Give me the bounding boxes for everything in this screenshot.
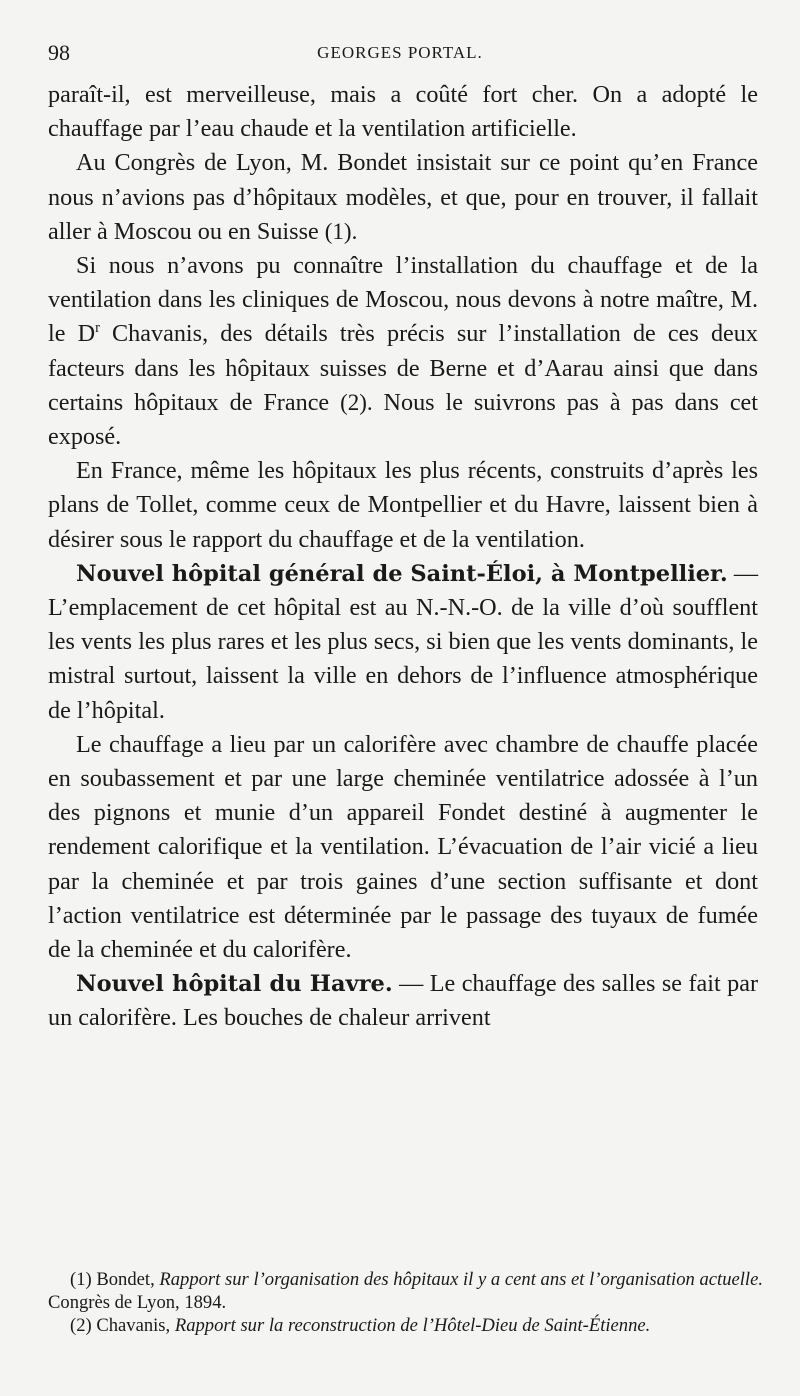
section-title-havre: Nouvel hôpital du Havre.	[76, 971, 393, 998]
page-number: 98	[48, 40, 70, 65]
footnote-1-author: Bondet,	[91, 1269, 160, 1290]
running-head: GEORGES PORTAL.	[317, 43, 483, 62]
footnote-1	[48, 1268, 763, 1314]
footnotes	[48, 1268, 763, 1337]
paragraph-7-text: — Le chauffage des salles se fait par un calorifère. Les bouches de chaleur arrivent	[48, 970, 758, 1032]
body-text	[48, 78, 758, 1036]
paragraph-1: paraît-il, est merveilleuse, mais a coûté fort cher. On a adopté le chauffage par l’eau chaude et la ventilation artificielle.	[48, 81, 758, 143]
footnote-2-number: (2)	[70, 1315, 92, 1336]
paragraph-3-text-a: Si nous n’avons pu connaître l’installation du chauffage et de la ventilation dans les cliniques de Moscou, nous devons à notre maître, M. le D	[48, 252, 758, 348]
footnote-ref-2: (2).	[340, 389, 373, 415]
paragraph-6: Le chauffage a lieu par un calorifère avec chambre de chauffe placée en soubassement et par une large cheminée ventilatrice adossée à l’un des pignons et munie d’un appareil Fondet destiné à augmenter le rendement calorifique et la ventilation. L’évacuation de l’air vicié a lieu par la cheminée et par trois gaines d’une section suffisante et dont l’action ventilatrice est déterminée par le passage des tuyaux de fumée de la cheminée et du calorifère.	[48, 730, 758, 964]
footnote-1-title: Rapport sur l’organisation des hôpitaux il y a cent ans et l’organisation actuelle.	[159, 1269, 763, 1290]
paragraph-3-superscript: r	[95, 320, 100, 337]
footnote-ref-1: (1).	[324, 218, 358, 244]
paragraph-5-text: — L’emplacement de cet hôpital est au N.-N.-O. de la ville d’où soufflent les vents les plus rares et les plus secs, si bien que les vents dominants, le mistral surtout, laissent la ville en dehors de l’influence atmosphérique de l’hôpital.	[48, 559, 758, 724]
footnote-1-tail: Congrès de Lyon, 1894.	[48, 1292, 227, 1313]
paragraph-3-text-c: Nous le suivrons pas à pas dans cet exposé.	[48, 388, 759, 451]
page-header	[48, 40, 752, 70]
paragraph-3	[48, 249, 758, 454]
paragraph-7	[48, 967, 758, 1035]
paragraph-2	[48, 146, 758, 249]
paragraph-5	[48, 557, 758, 728]
footnote-2	[48, 1314, 763, 1337]
footnote-1-number: (1)	[70, 1269, 92, 1290]
paragraph-4: En France, même les hôpitaux les plus récents, construits d’après les plans de Tollet, comme ceux de Montpellier et du Havre, laissent bien à désirer sous le rapport du chauffage et de la ventilation.	[48, 457, 758, 553]
paragraph-3-text-b: Chavanis, des détails très précis sur l’installation de ces deux facteurs dans les hôpitaux suisses de Berne et d’Aarau ainsi que dans certains hôpitaux de France	[48, 320, 758, 416]
paragraph-2-text: Au Congrès de Lyon, M. Bondet insistait sur ce point qu’en France nous n’avions pas d’hôpitaux modèles, et que, pour en trouver, il fallait aller à Moscou ou en Suisse	[48, 149, 758, 245]
footnote-2-title: Rapport sur la reconstruction de l’Hôtel-Dieu de Saint-Étienne.	[174, 1315, 651, 1336]
section-title-montpellier: Nouvel hôpital général de Saint-Éloi, à Montpellier.	[76, 560, 728, 587]
footnote-2-author: Chavanis,	[91, 1315, 175, 1336]
